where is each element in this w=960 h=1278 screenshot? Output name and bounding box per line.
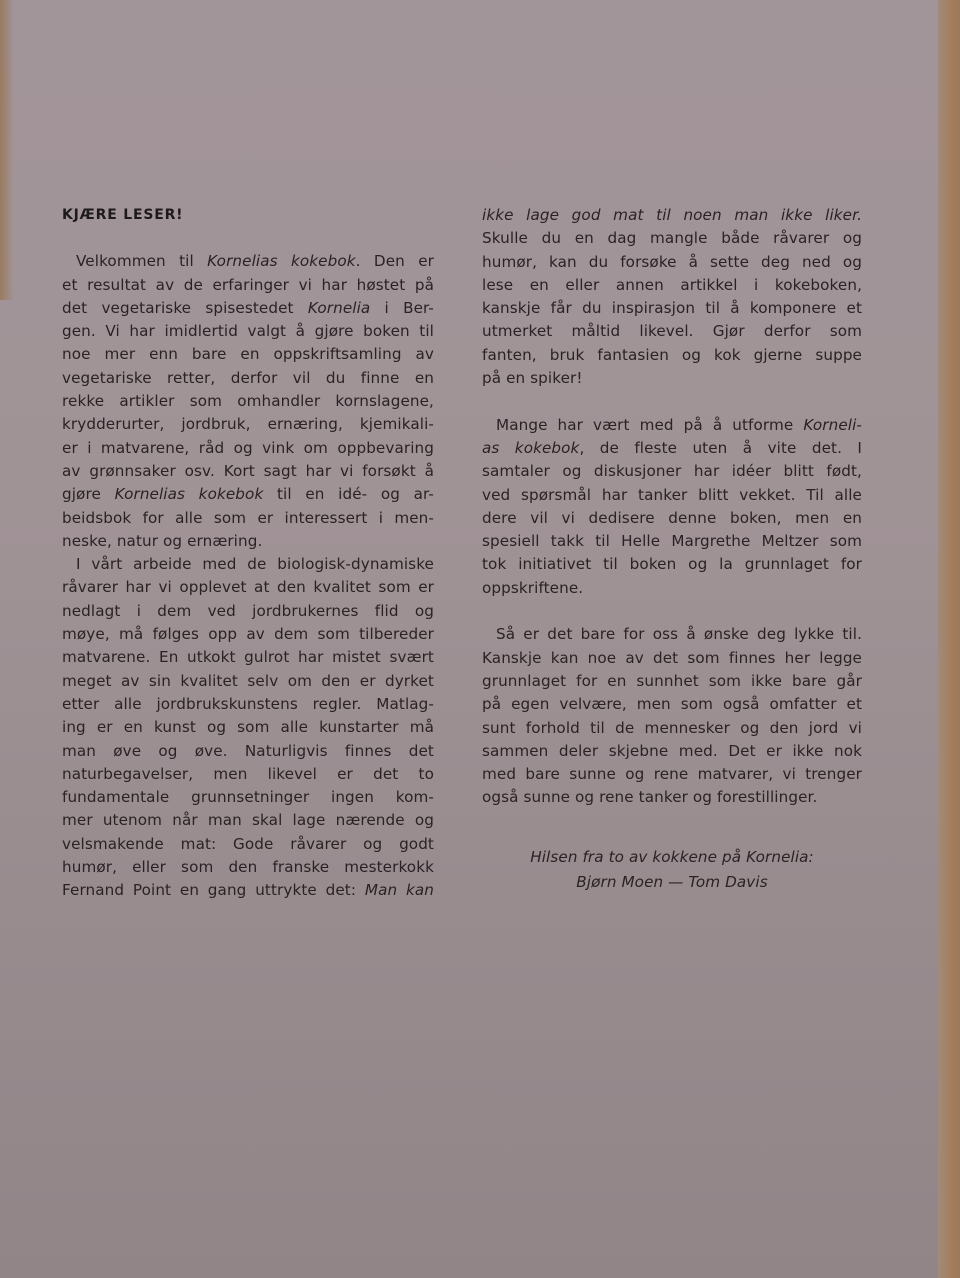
text-line bbox=[482, 693, 862, 716]
text-line bbox=[62, 483, 434, 506]
text-segment: sunt forhold til de mennesker og den jord vi bbox=[482, 718, 862, 737]
text-segment: med bare sunne og rene matvarer, vi trenger bbox=[482, 765, 862, 784]
text-line bbox=[62, 623, 434, 646]
paragraph-gap bbox=[482, 600, 862, 623]
text-segment: fundamentale grunnsetninger ingen kom- bbox=[62, 788, 434, 807]
text-segment: til en idé- og ar- bbox=[263, 485, 434, 504]
text-segment: er i matvarene, råd og vink om oppbevaring bbox=[62, 438, 434, 457]
text-segment: krydderurter, jordbruk, ernæring, kjemikali- bbox=[62, 415, 434, 434]
text-line bbox=[482, 717, 862, 740]
text-line bbox=[482, 577, 862, 600]
text-line bbox=[482, 414, 862, 437]
text-segment: grunnlaget for en sunnhet som ikke bare går bbox=[482, 671, 862, 690]
text-segment: fanten, bruk fantasien og kok gjerne suppe bbox=[482, 345, 862, 364]
italic-text: Kornelia bbox=[307, 298, 371, 317]
text-line bbox=[62, 367, 434, 390]
text-line bbox=[62, 460, 434, 483]
italic-text: ikke lage god mat til noen man ikke liker. bbox=[482, 206, 862, 224]
text-line bbox=[62, 320, 434, 343]
text-line bbox=[482, 623, 862, 646]
text-segment: sammen deler skjebne med. Det er ikke nok bbox=[482, 741, 862, 760]
paragraph-welcome bbox=[62, 250, 434, 553]
text-segment: dere vil vi dedisere denne boken, men en bbox=[482, 508, 862, 527]
text-line bbox=[62, 693, 434, 716]
text-line bbox=[482, 344, 862, 367]
book-edge-right bbox=[938, 0, 960, 1278]
paragraph-acknowledgements bbox=[482, 414, 862, 600]
text-segment: av grønnsaker osv. Kort sagt har vi forsøkt å bbox=[62, 461, 434, 480]
text-segment: velsmakende mat: Gode råvarer og godt bbox=[62, 834, 434, 853]
text-segment: rekke artikler som omhandler kornslagene, bbox=[62, 392, 434, 411]
text-line bbox=[62, 716, 434, 739]
text-line bbox=[482, 786, 862, 809]
text-line bbox=[62, 879, 434, 902]
text-segment: neske, natur og ernæring. bbox=[62, 531, 263, 550]
text-line bbox=[62, 786, 434, 809]
text-line bbox=[482, 251, 862, 274]
text-line bbox=[62, 437, 434, 460]
text-line bbox=[62, 646, 434, 669]
text-segment: tok initiativet til boken og la grunnlaget for bbox=[482, 555, 862, 574]
text-line bbox=[482, 204, 862, 227]
text-segment: også sunne og rene tanker og forestillinger. bbox=[482, 788, 818, 807]
right-column bbox=[482, 204, 862, 896]
text-segment: Fernand Point en gang uttrykte det: bbox=[62, 881, 365, 900]
text-segment: på en spiker! bbox=[482, 369, 583, 388]
italic-text: as kokebok bbox=[482, 438, 580, 457]
paragraph-biodynamic-continued bbox=[482, 204, 862, 390]
text-segment: gjøre bbox=[62, 485, 115, 504]
text-segment: Skulle du en dag mangle både råvarer og bbox=[482, 229, 862, 248]
signature-names: Bjørn Moen — Tom Davis bbox=[576, 872, 768, 891]
text-segment: gen. Vi har imidlertid valgt å gjøre boken til bbox=[62, 322, 434, 341]
text-segment: . Den er bbox=[355, 252, 434, 271]
text-segment: råvarer har vi opplevet at den kvalitet som er bbox=[62, 578, 434, 597]
text-line bbox=[482, 740, 862, 763]
text-segment: det vegetariske spisestedet bbox=[62, 298, 308, 317]
paragraph-gap bbox=[482, 390, 862, 413]
text-segment: oppskriftene. bbox=[482, 578, 584, 597]
text-line bbox=[62, 576, 434, 599]
text-segment: ved spørsmål har tanker blitt vekket. Til alle bbox=[482, 485, 862, 504]
text-line bbox=[482, 274, 862, 297]
text-line bbox=[482, 647, 862, 670]
text-segment: Mange har vært med på å utforme bbox=[496, 415, 804, 434]
text-line bbox=[62, 507, 434, 530]
text-line bbox=[482, 484, 862, 507]
page-shadow-left bbox=[0, 0, 14, 300]
text-segment: , de fleste uten å vite det. I bbox=[579, 438, 862, 457]
text-segment: man øve og øve. Naturligvis finnes det bbox=[62, 741, 434, 760]
text-segment: nedlagt i dem ved jordbrukernes flid og bbox=[62, 601, 434, 620]
text-segment: Så er det bare for oss å ønske deg lykke til. bbox=[496, 625, 862, 644]
text-segment: meget av sin kvalitet selv om den er dyrket bbox=[62, 671, 434, 690]
text-line bbox=[482, 763, 862, 786]
text-line bbox=[62, 763, 434, 786]
signature-block bbox=[482, 846, 862, 896]
text-line bbox=[482, 507, 862, 530]
text-line bbox=[62, 297, 434, 320]
text-segment: matvarene. En utkokt gulrot har mistet svært bbox=[62, 648, 434, 667]
text-segment: Velkommen til bbox=[76, 252, 208, 271]
text-line bbox=[62, 390, 434, 413]
paragraph-biodynamic bbox=[62, 553, 434, 902]
signature-greeting: Hilsen fra to av kokkene på Kornelia: bbox=[530, 847, 814, 866]
text-line bbox=[482, 227, 862, 250]
left-column bbox=[62, 204, 434, 903]
text-segment: møye, må følges opp av dem som tilbereder bbox=[62, 625, 434, 644]
text-segment: humør, kan du forsøke å sette deg ned og bbox=[482, 252, 862, 271]
italic-text: Kornelias kokebok bbox=[207, 252, 356, 271]
text-segment: kanskje får du inspirasjon til å komponere et bbox=[482, 299, 862, 318]
text-line bbox=[62, 413, 434, 436]
text-line bbox=[62, 670, 434, 693]
text-line bbox=[62, 740, 434, 763]
text-line bbox=[62, 343, 434, 366]
text-segment: beidsbok for alle som er interessert i men- bbox=[62, 508, 434, 527]
letter-heading: KJÆRE LESER! bbox=[62, 207, 184, 223]
text-segment: lese en eller annen artikkel i kokeboken, bbox=[482, 275, 862, 294]
text-line bbox=[482, 437, 862, 460]
text-line bbox=[62, 274, 434, 297]
text-segment: samtaler og diskusjoner har idéer blitt født, bbox=[482, 462, 862, 481]
italic-text: Man kan bbox=[364, 881, 434, 900]
text-segment: Kanskje kan noe av det som finnes her legge bbox=[482, 648, 862, 667]
text-segment: ing er en kunst og som alle kunstarter må bbox=[62, 718, 434, 737]
text-line bbox=[62, 600, 434, 623]
text-line bbox=[482, 553, 862, 576]
text-line bbox=[62, 553, 434, 576]
italic-text: Kornelias kokebok bbox=[114, 485, 264, 504]
text-segment: utmerket måltid likevel. Gjør derfor som bbox=[482, 322, 862, 341]
paragraph-wishes bbox=[482, 623, 862, 809]
text-line bbox=[62, 809, 434, 832]
text-segment: et resultat av de erfaringer vi har høstet på bbox=[62, 275, 434, 294]
text-line bbox=[482, 320, 862, 343]
text-line bbox=[62, 833, 434, 856]
text-segment: i Ber- bbox=[370, 298, 435, 317]
italic-text: Korneli- bbox=[803, 415, 862, 434]
text-segment: vegetariske retter, derfor vil du finne en bbox=[62, 368, 434, 387]
text-line bbox=[62, 250, 434, 273]
text-line bbox=[482, 297, 862, 320]
text-line bbox=[482, 367, 862, 390]
text-segment: humør, eller som den franske mesterkokk bbox=[62, 858, 434, 877]
text-segment: etter alle jordbrukskunstens regler. Matlag- bbox=[62, 694, 434, 713]
text-segment: I vårt arbeide med de biologisk-dynamiske bbox=[76, 555, 434, 574]
text-line bbox=[62, 530, 434, 553]
text-segment: noe mer enn bare en oppskriftsamling av bbox=[62, 345, 434, 364]
text-segment: mer utenom når man skal lage nærende og bbox=[62, 811, 434, 830]
text-line bbox=[62, 856, 434, 879]
text-line bbox=[482, 460, 862, 483]
text-line bbox=[482, 670, 862, 693]
text-line bbox=[482, 530, 862, 553]
text-segment: naturbegavelser, men likevel er det to bbox=[62, 764, 434, 783]
text-segment: spesiell takk til Helle Margrethe Meltzer som bbox=[482, 532, 862, 551]
text-segment: på egen velvære, men som også omfatter et bbox=[482, 695, 862, 714]
